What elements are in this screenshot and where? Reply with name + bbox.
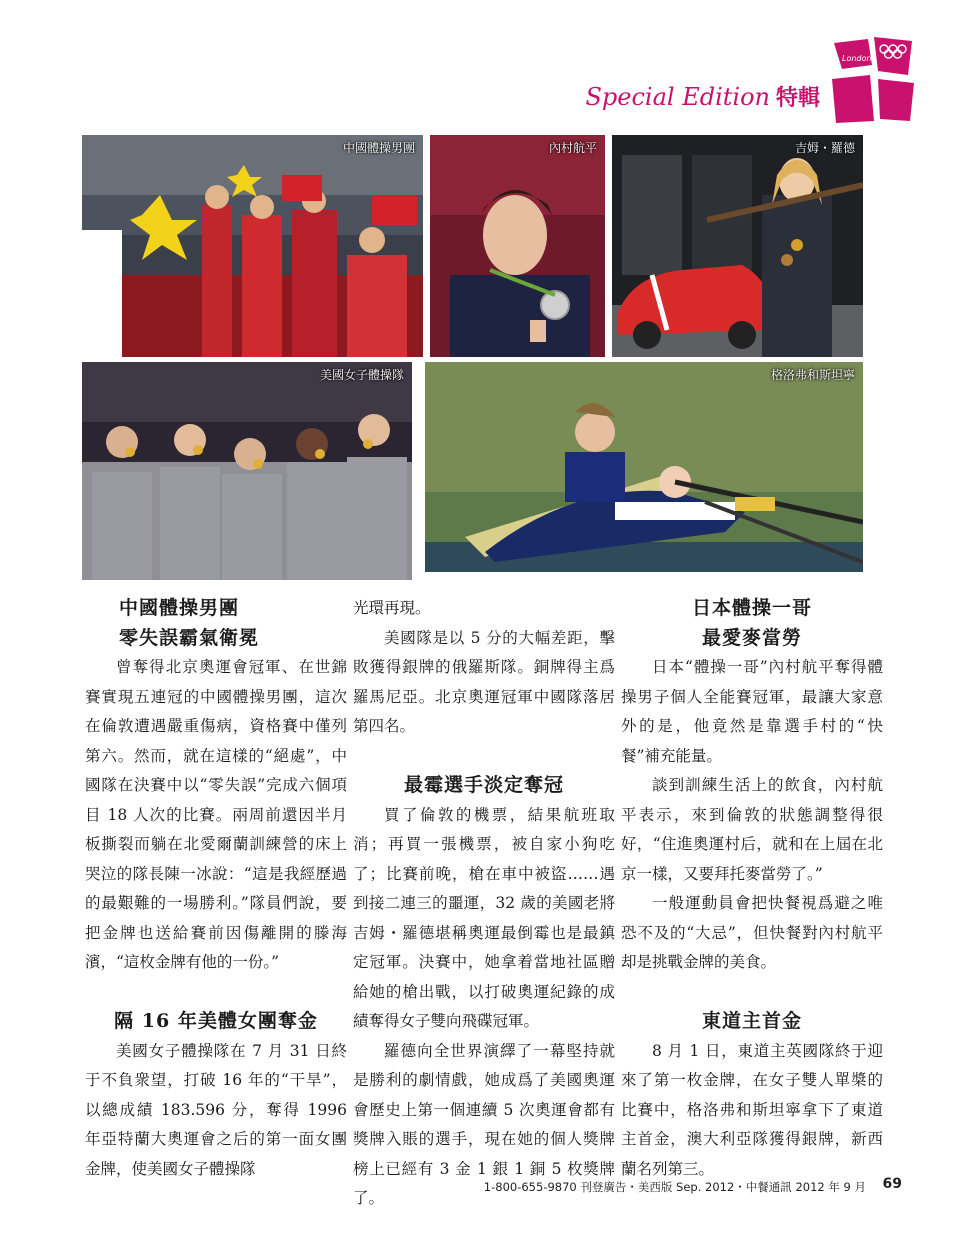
- photo-caption: 內村航平: [548, 141, 597, 155]
- photo-caption: 吉姆・羅德: [794, 141, 855, 155]
- london-2012-logo: [828, 35, 916, 125]
- section-heading: 日本體操一哥: [691, 597, 812, 619]
- photo-caption: 美國女子體操隊: [319, 368, 404, 382]
- article-column-3: [621, 594, 883, 1184]
- page-footer: 1-800-655-9870 刊登廣告・美西版 Sep. 2012・中餐通訊 2012 年 9 月: [483, 1180, 866, 1194]
- paragraph: 美國女子體操隊在 7 月 31 日終于不負衆望，打破 16 年的“干旱”，以總成績 183.596 分，奪得 1996 年亞特蘭大奧運會之后的第一面女團金牌，使美國女子體操隊: [85, 1041, 347, 1178]
- article-column-2: [353, 594, 615, 1214]
- photo-uchimura: [430, 135, 605, 357]
- photo-glover-stanning: [425, 362, 863, 572]
- paragraph: 光環再現。: [353, 599, 431, 617]
- paragraph: 日本“體操一哥”內村航平奪得體操男子個人全能賽冠軍，最讓大家意外的是，他竟然是靠選手村的“快餐”補充能量。: [621, 658, 883, 765]
- paragraph: 羅德向全世界演繹了一幕堅持就是勝利的劇情戲，她成爲了美國奧運會歷史上第一個連續 5 次奧運會都有獎牌入賬的選手，現在她的個人獎牌榜上已經有 3 金 1 銀 1 銅 5 枚獎牌了。: [353, 1041, 615, 1207]
- section-heading: 零失誤霸氣衛冕: [119, 626, 260, 649]
- photo-kim-rhode: [612, 135, 863, 357]
- page-number: 69: [882, 1176, 902, 1192]
- svg-text:London: London: [842, 54, 872, 63]
- section-heading: 中國體操男團: [119, 597, 240, 619]
- photo-caption: 中國體操男團: [342, 141, 415, 155]
- section-heading: 東道主首金: [701, 1010, 802, 1032]
- paragraph: 談到訓練生活上的飲食，內村航平表示，來到倫敦的狀態調整得很好，“住進奧運村后，就和在上屆在北京一樣，又要拜托麥當勞了。”: [621, 776, 883, 883]
- section-heading: 最愛麥當勞: [701, 626, 802, 649]
- paragraph: 美國隊是以 5 分的大幅差距，擊敗獲得銀牌的俄羅斯隊。銅牌得主爲羅馬尼亞。北京奧運冠軍中國隊落居第四名。: [353, 628, 615, 735]
- section-heading: 隔 16 年美體女團奪金: [114, 1010, 318, 1032]
- paragraph: 曾奪得北京奧運會冠軍、在世錦賽實現五連冠的中國體操男團，這次在倫敦遭遇嚴重傷病，資格賽中僅列第六。然而，就在這樣的“絕處”，中國隊在決賽中以“零失誤”完成六個項目 18 人次的比賽。兩周前還因半月板撕裂而躺在北愛爾蘭訓練營的床上哭泣的隊長陳一冰說：“這是我經歷過的最艱難的一場勝利。”隊員們說，要把金牌也送給賽前因傷離開的滕海濱，“這枚金牌有他的一份。”: [85, 658, 347, 971]
- article-column-1: [85, 594, 347, 1184]
- page-header: [585, 35, 916, 125]
- section-heading: 最霉選手淡定奪冠: [403, 774, 564, 796]
- section-title: [585, 81, 820, 112]
- photo-china-mens-gymnastics: [82, 135, 423, 357]
- paragraph: 一般運動員會把快餐視爲避之唯恐不及的“大忌”，但快餐對內村航平却是挑戰金牌的美食。: [621, 894, 883, 971]
- photo-caption: 格洛弗和斯坦寧: [770, 368, 855, 382]
- photo-us-womens-gymnastics: [82, 362, 412, 580]
- paragraph: 8 月 1 日，東道主英國隊終于迎來了第一枚金牌，在女子雙人單槳的比賽中，格洛弗和斯坦寧拿下了東道主首金，澳大利亞隊獲得銀牌，新西蘭名列第三。: [621, 1041, 883, 1178]
- title-zh: 特輯: [775, 85, 820, 111]
- title-en: Special Edition: [585, 83, 770, 111]
- paragraph: 買了倫敦的機票，結果航班取消；再買一張機票，被自家小狗吃了；比賽前晚，槍在車中被盜……遇到接二連三的噩運，32 歲的美國老將吉姆・羅德堪稱奧運最倒霉也是最鎮定冠軍。決賽中，她拿着當地社區贈給她的槍出戰，以打破奧運紀錄的成績奪得女子雙向飛碟冠軍。: [353, 805, 615, 1030]
